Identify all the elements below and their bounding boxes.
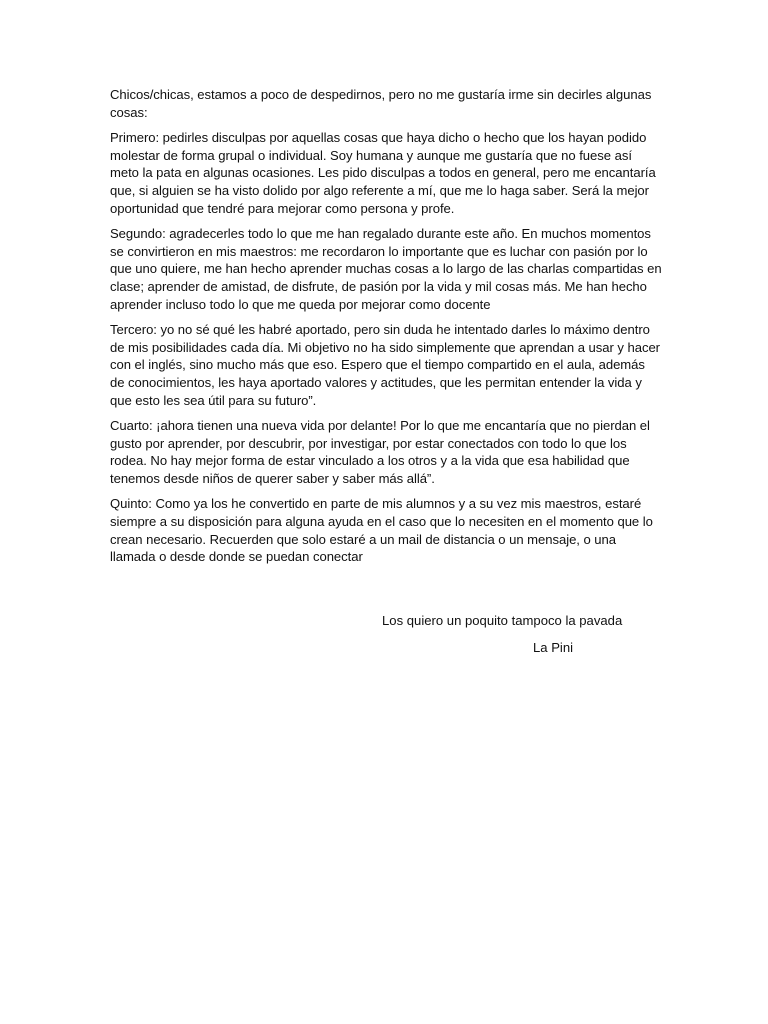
paragraph-primero: Primero: pedirles disculpas por aquellas cosas que haya dicho o hecho que los hayan podido molestar de forma grupal o individual. Soy humana y aunque me gustaría que no fuese así meto la pata en algunas ocasiones. Les pido disculpas a todos en general, pero me encantaría que, si alguien se ha visto dolido por algo referente a mí, que me lo haga saber. Será la mejor oportunidad que tendré para mejorar como persona y profe. xyxy=(110,129,656,216)
paragraph-segundo: Segundo: agradecerles todo lo que me han regalado durante este año. En muchos momentos se convirtieron en mis maestros: me recordaron lo importante que es luchar con pasión por lo que uno quiere, me han hecho aprender muchas cosas a lo largo de las charlas compartidas en clase; aprender de amistad, de disfrute, de pasión por la vida y mil cosas más. Me han hecho aprender incluso todo lo que me queda por mejorar como docente xyxy=(110,225,662,312)
signature: La Pini xyxy=(533,640,574,655)
paragraph-tercero: Tercero: yo no sé qué les habré aportado, pero sin duda he intentado darles lo máximo dentro de mis posibilidades cada día. Mi objetivo no ha sido simplemente que aprendan a usar y hacer con el inglés, sino mucho más que eso. Espero que el tiempo compartido en el aula, además de conocimientos, les haya aportado valores y actitudes, que les permitan entender la vida y que esto les sea útil para su futuro”. xyxy=(110,321,660,408)
paragraph-quinto: Quinto: Como ya los he convertido en parte de mis alumnos y a su vez mis maestros, estaré siempre a su disposición para alguna ayuda en el caso que lo necesiten en el momento que lo crean necesario. Recuerden que solo estaré a un mail de distancia o un mensaje, o una llamada o desde donde se puedan conectar xyxy=(110,496,653,565)
paragraph-intro: Chicos/chicas, estamos a poco de despedirnos, pero no me gustaría irme sin decirles algunas cosas: xyxy=(110,87,652,120)
closing-line: Los quiero un poquito tampoco la pavada xyxy=(382,613,623,628)
paragraph-cuarto: Cuarto: ¡ahora tienen una nueva vida por delante! Por lo que me encantaría que no pierdan el gusto por aprender, por descubrir, por investigar, por estar conectados con todo lo que los rodea. No hay mejor forma de estar vinculado a los otros y a la vida que esa habilidad que tenemos desde niños de querer saber y saber más allá”. xyxy=(110,417,650,487)
letter-body xyxy=(110,86,662,574)
